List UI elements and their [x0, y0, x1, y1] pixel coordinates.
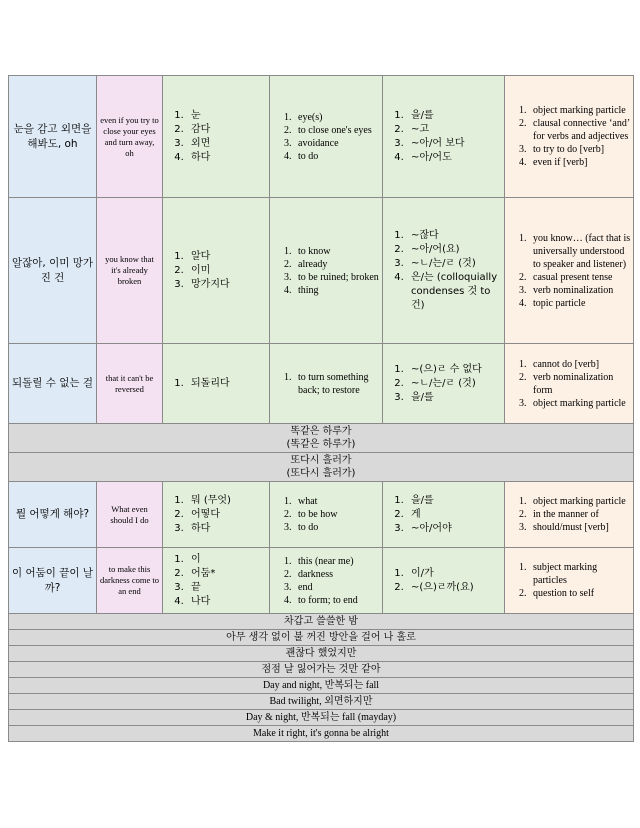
list-item: 1. to turn something back; to restore: [294, 371, 380, 397]
grammar-meanings-wrap: [505, 102, 633, 171]
lyric-line: [9, 678, 634, 694]
lyric-line: [9, 453, 634, 482]
english-translation: to make this darkness come to an end: [97, 548, 163, 614]
list-item: 2. ~아/어(요): [407, 243, 502, 257]
grammar-meanings: [505, 482, 634, 548]
list-item: 1. 을/를: [407, 494, 502, 508]
list-item: 3. ~ㄴ/는/ㄹ (것): [407, 257, 502, 271]
vocab-words-list: [165, 377, 267, 391]
grammar-meanings-list: [507, 495, 631, 534]
list-item: 1. 을/를: [407, 109, 502, 123]
list-item: 2. in the manner of: [529, 508, 631, 521]
lyric-text: 차갑고 쓸쓸한 밤: [284, 616, 358, 627]
list-item: 4. 나다: [187, 595, 267, 609]
vocab-meanings: [270, 482, 383, 548]
grammar-forms: [383, 344, 505, 424]
vocab-words: [163, 198, 270, 344]
lyric-row: [9, 646, 634, 662]
lyric-row: [9, 424, 634, 453]
list-item: 3. to do: [294, 521, 380, 534]
lyric-line: [9, 694, 634, 710]
lyric-row: [9, 678, 634, 694]
vocab-words-list: [165, 553, 267, 609]
list-item: 3. object marking particle: [529, 397, 631, 410]
lyric-line: [9, 646, 634, 662]
list-item: 4. topic particle: [529, 297, 631, 310]
list-item: 2. ~고: [407, 123, 502, 137]
list-item: 1. object marking particle: [529, 495, 631, 508]
list-item: 2. verb nominalization form: [529, 371, 631, 397]
list-item: 1. 뭐 (무엇): [187, 494, 267, 508]
list-item: 2. clausal connective ‘and’ for verbs and adjectives: [529, 117, 631, 143]
vocab-words-wrap: [163, 551, 269, 611]
lyric-row: [9, 630, 634, 646]
grammar-meanings-wrap: [505, 230, 633, 312]
lyric-row: [9, 453, 634, 482]
list-item: 3. ~아/어야: [407, 522, 502, 536]
lyric-line: [9, 614, 634, 630]
grammar-forms-list: [385, 229, 502, 313]
lyric-text: (똑같은 하루가): [286, 439, 356, 450]
list-item: 3. verb nominalization: [529, 284, 631, 297]
english-translation: even if you try to close your eyes and turn away, oh: [97, 76, 163, 198]
grammar-forms-wrap: [383, 492, 504, 538]
table-row: [9, 198, 634, 344]
vocab-meanings-wrap: [270, 493, 382, 536]
list-item: 1. 되돌리다: [187, 377, 267, 391]
grammar-forms: [383, 482, 505, 548]
lyric-line: [9, 630, 634, 646]
list-item: 4. to form; to end: [294, 594, 380, 607]
lyric-phrase: 되돌릴 수 없는 걸: [9, 344, 97, 424]
lyric-text: 괜찮다 했었지만: [285, 648, 357, 659]
list-item: 2. darkness: [294, 568, 380, 581]
vocab-words: [163, 76, 270, 198]
list-item: 1. cannot do [verb]: [529, 358, 631, 371]
grammar-forms-wrap: [383, 227, 504, 315]
grammar-forms-wrap: [383, 361, 504, 407]
grammar-meanings-wrap: [505, 559, 633, 602]
table-row: [9, 76, 634, 198]
vocab-words-list: [165, 109, 267, 165]
grammar-meanings-list: [507, 232, 631, 310]
list-item: 3. 끝: [187, 581, 267, 595]
list-item: 3. ~아/어 보다: [407, 137, 502, 151]
list-item: 2. ~(으)ㄹ까(요): [407, 581, 502, 595]
lyric-text: 또다시 흘러가: [290, 455, 352, 466]
list-item: 1. 이: [187, 553, 267, 567]
grammar-meanings: [505, 548, 634, 614]
list-item: 3. 외면: [187, 137, 267, 151]
list-item: 3. avoidance: [294, 137, 380, 150]
list-item: 4. 하다: [187, 151, 267, 165]
lyric-text: Make it right, it's gonna be alright: [253, 728, 389, 739]
lyric-line: [9, 662, 634, 678]
list-item: 2. 감다: [187, 123, 267, 137]
list-item: 4. to do: [294, 150, 380, 163]
list-item: 3. 을/를: [407, 391, 502, 405]
vocab-meanings: [270, 548, 383, 614]
list-item: 2. ~ㄴ/는/ㄹ (것): [407, 377, 502, 391]
lyric-line: [9, 710, 634, 726]
lyric-text: 아무 생각 없이 불 꺼진 방안을 걸어 나 홀로: [226, 632, 416, 643]
vocab-meanings-list: [272, 245, 380, 297]
list-item: 4. even if [verb]: [529, 156, 631, 169]
grammar-meanings-wrap: [505, 493, 633, 536]
list-item: 1. to know: [294, 245, 380, 258]
table-row: [9, 548, 634, 614]
list-item: 2. 어떻다: [187, 508, 267, 522]
list-item: 1. 눈: [187, 109, 267, 123]
lyric-phrase: 알잖아, 이미 망가진 건: [9, 198, 97, 344]
lyric-row: [9, 614, 634, 630]
english-translation: you know that it's already broken: [97, 198, 163, 344]
lyric-phrase: 뭘 어떻게 해야?: [9, 482, 97, 548]
grammar-meanings-list: [507, 104, 631, 169]
vocab-meanings-wrap: [270, 243, 382, 299]
grammar-meanings-wrap: [505, 356, 633, 412]
list-item: 3. 망가지다: [187, 278, 267, 292]
lyric-phrase: 눈을 감고 외면을 해봐도, oh: [9, 76, 97, 198]
table-row: [9, 344, 634, 424]
lyric-row: [9, 726, 634, 742]
grammar-meanings-list: [507, 561, 631, 600]
vocab-words: [163, 344, 270, 424]
lyric-line: [9, 424, 634, 453]
list-item: 4. thing: [294, 284, 380, 297]
table-row: [9, 482, 634, 548]
vocab-words: [163, 548, 270, 614]
vocab-meanings: [270, 344, 383, 424]
list-item: 2. casual present tense: [529, 271, 631, 284]
vocab-meanings-list: [272, 111, 380, 163]
list-item: 3. should/must [verb]: [529, 521, 631, 534]
grammar-forms-list: [385, 494, 502, 536]
vocab-meanings-list: [272, 371, 380, 397]
list-item: 1. ~(으)ㄹ 수 없다: [407, 363, 502, 377]
grammar-forms: [383, 76, 505, 198]
list-item: 4. 은/는 (colloquially condenses 것 to 건): [407, 271, 502, 313]
lyric-line: [9, 726, 634, 742]
lyric-phrase: 이 어둠이 끝이 날까?: [9, 548, 97, 614]
list-item: 3. 하다: [187, 522, 267, 536]
lyric-text: Day & night, 반복되는 fall (mayday): [245, 712, 397, 723]
grammar-forms-list: [385, 363, 502, 405]
grammar-meanings: [505, 76, 634, 198]
list-item: 1. what: [294, 495, 380, 508]
english-translation: that it can't be reversed: [97, 344, 163, 424]
list-item: 1. 이/가: [407, 567, 502, 581]
list-item: 2. question to self: [529, 587, 631, 600]
vocab-words-list: [165, 250, 267, 292]
grammar-forms-list: [385, 109, 502, 165]
list-item: 1. you know… (fact that is universally understood to speaker and listener): [529, 232, 631, 271]
list-item: 2. 게: [407, 508, 502, 522]
grammar-meanings-list: [507, 358, 631, 410]
grammar-forms: [383, 198, 505, 344]
grammar-forms-list: [385, 567, 502, 595]
vocab-meanings-list: [272, 555, 380, 607]
vocab-words-list: [165, 494, 267, 536]
vocab-meanings-wrap: [270, 109, 382, 165]
lyric-row: [9, 694, 634, 710]
vocab-meanings: [270, 198, 383, 344]
list-item: 3. end: [294, 581, 380, 594]
list-item: 4. ~아/어도: [407, 151, 502, 165]
vocab-meanings-wrap: [270, 553, 382, 609]
lyric-text: 똑같은 하루가: [290, 426, 352, 437]
list-item: 1. subject marking particles: [529, 561, 631, 587]
english-translation: What even should I do: [97, 482, 163, 548]
grammar-forms: [383, 548, 505, 614]
grammar-meanings: [505, 344, 634, 424]
list-item: 2. 이미: [187, 264, 267, 278]
lyric-text: (또다시 흘러가): [286, 468, 356, 479]
list-item: 2. 어둠*: [187, 567, 267, 581]
lyric-text: Day and night, 반복되는 fall: [262, 680, 380, 691]
vocab-words-wrap: [163, 107, 269, 167]
vocab-words-wrap: [163, 248, 269, 294]
list-item: 2. to be how: [294, 508, 380, 521]
list-item: 2. to close one's eyes: [294, 124, 380, 137]
list-item: 3. to try to do [verb]: [529, 143, 631, 156]
vocab-meanings: [270, 76, 383, 198]
grammar-forms-wrap: [383, 107, 504, 167]
list-item: 1. 알다: [187, 250, 267, 264]
lyric-row: [9, 662, 634, 678]
lyric-row: [9, 710, 634, 726]
list-item: 1. object marking particle: [529, 104, 631, 117]
list-item: 2. already: [294, 258, 380, 271]
list-item: 1. this (near me): [294, 555, 380, 568]
lyric-text: Bad twilight, 외면하지만: [269, 696, 373, 707]
list-item: 1. ~잖다: [407, 229, 502, 243]
lyrics-table: [8, 75, 634, 742]
grammar-forms-wrap: [383, 565, 504, 597]
list-item: 3. to be ruined; broken: [294, 271, 380, 284]
vocab-meanings-list: [272, 495, 380, 534]
lyric-text: 점점 날 잃어가는 것만 같아: [261, 664, 381, 675]
vocab-words-wrap: [163, 492, 269, 538]
vocab-words-wrap: [163, 375, 269, 393]
vocab-meanings-wrap: [270, 369, 382, 399]
vocab-words: [163, 482, 270, 548]
grammar-meanings: [505, 198, 634, 344]
list-item: 1. eye(s): [294, 111, 380, 124]
